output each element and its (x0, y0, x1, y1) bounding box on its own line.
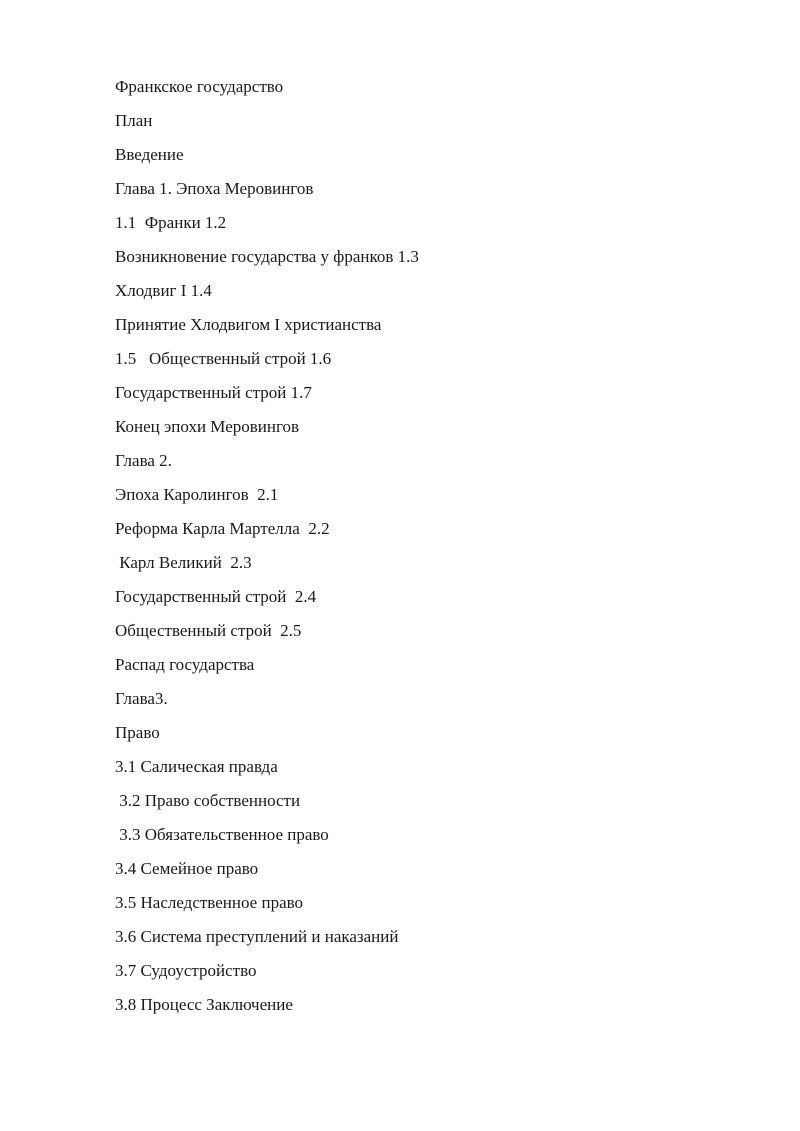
toc-line: Право (115, 723, 160, 742)
toc-line: Эпоха Каролингов 2.1 (115, 485, 279, 504)
toc-line: 3.5 Наследственное право (115, 893, 304, 912)
toc-line: Глава 2. (115, 451, 172, 470)
toc-line: Глава 1. Эпоха Меровингов (115, 179, 314, 198)
toc-line: Карл Великий 2.3 (115, 553, 252, 572)
toc-line: Хлодвиг I 1.4 (115, 281, 212, 300)
toc-line: 1.5 Общественный строй 1.6 (115, 349, 332, 368)
toc-line: План (115, 111, 153, 130)
toc-line: 3.7 Судоустройство (115, 961, 257, 980)
toc-line: Государственный строй 1.7 (115, 383, 312, 402)
toc-line: Глава3. (115, 689, 168, 708)
toc-line: 3.3 Обязательственное право (115, 825, 329, 844)
toc-line: 3.8 Процесс Заключение (115, 995, 293, 1014)
document-title: Франкское государство (115, 77, 284, 96)
toc-line: 3.2 Право собственности (115, 791, 301, 810)
toc-line: Государственный строй 2.4 (115, 587, 317, 606)
toc-line: Конец эпохи Меровингов (115, 417, 300, 436)
toc-line: Общественный строй 2.5 (115, 621, 302, 640)
toc-line: Возникновение государства у франков 1.3 (115, 247, 419, 266)
toc-line: 3.4 Семейное право (115, 859, 259, 878)
toc-line: 3.6 Система преступлений и наказаний (115, 927, 399, 946)
toc-line: Введение (115, 145, 184, 164)
toc-line: Распад государства (115, 655, 255, 674)
toc-line: 1.1 Франки 1.2 (115, 213, 227, 232)
toc-line: Принятие Хлодвигом I христианства (115, 315, 382, 334)
toc-line: Реформа Карла Мартелла 2.2 (115, 519, 330, 538)
toc-line: 3.1 Салическая правда (115, 757, 278, 776)
table-of-contents (115, 76, 715, 1028)
